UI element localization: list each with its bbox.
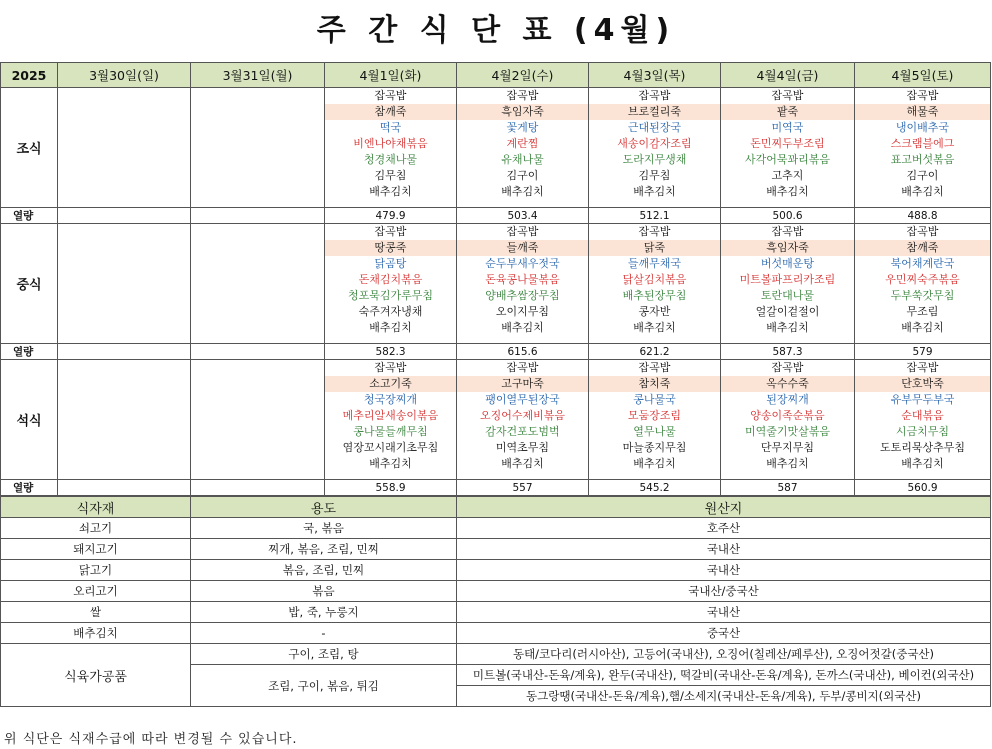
menu-cell (589, 224, 721, 344)
dish-item: 들깨무채국 (627, 257, 682, 270)
dish-item: 잡곡밥 (771, 89, 804, 102)
dish-item: 도라지무생채 (622, 153, 687, 166)
day-header: 4월5일(토) (855, 63, 991, 88)
dish-item: 모둠장조림 (627, 409, 682, 422)
dish-item: 배추김치 (369, 457, 412, 470)
calorie-value: 479.9 (325, 208, 457, 224)
use-header: 용도 (191, 497, 457, 518)
dish-item: 콩나물국 (633, 393, 676, 406)
menu-cell (191, 360, 325, 480)
dish-item: 두부쑥갓무침 (890, 289, 955, 302)
menu-cell (855, 224, 991, 344)
day-header: 3월30일(일) (58, 63, 191, 88)
dish-item: 닭죽 (589, 240, 720, 256)
dish-item: 계란찜 (506, 137, 539, 150)
dish-item: 순두부새우젓국 (485, 257, 560, 270)
dish-item: 잡곡밥 (906, 225, 939, 238)
dish-item: 배추김치 (766, 457, 809, 470)
dish-item: 버섯매운탕 (760, 257, 815, 270)
dish-item: 브로컬리죽 (589, 104, 720, 120)
dish-item: 배추김치 (501, 321, 544, 334)
calorie-value (191, 208, 325, 224)
menu-cell (325, 88, 457, 208)
calorie-value (191, 480, 325, 496)
dish-item: 근대된장국 (627, 121, 682, 134)
processed-use: 구이, 조림, 탕 (191, 644, 457, 665)
menu-cell (325, 360, 457, 480)
calorie-row (1, 208, 991, 224)
calorie-label: 열량 (1, 480, 58, 496)
menu-cell (457, 224, 589, 344)
meal-row (1, 224, 991, 344)
ingredient-name: 배추김치 (1, 623, 191, 644)
processed-origin: 미트볼(국내산-돈육/계육), 완두(국내산), 떡갈비(국내산-돈육/계육), 돈까스(국내산), 베이컨(외국산) (457, 665, 991, 686)
year-cell: 2025 (1, 63, 58, 88)
dish-item: 참깨죽 (325, 104, 456, 120)
day-header: 4월4일(금) (721, 63, 855, 88)
dish-item: 땅콩죽 (325, 240, 456, 256)
dish-item: 잡곡밥 (771, 361, 804, 374)
dish-item: 배추김치 (633, 457, 676, 470)
dish-item: 양송이족순볶음 (750, 409, 825, 422)
dish-item: 흑임자죽 (721, 240, 854, 256)
dish-item: 잡곡밥 (638, 225, 671, 238)
dish-item: 잡곡밥 (374, 225, 407, 238)
dish-item: 새송이감자조림 (617, 137, 692, 150)
ingredient-origin: 국내산 (457, 602, 991, 623)
menu-cell (58, 88, 191, 208)
ingredient-origin: 국내산 (457, 539, 991, 560)
menu-cell (589, 88, 721, 208)
menu-cell (721, 224, 855, 344)
calorie-value: 587.3 (721, 344, 855, 360)
dish-item: 오이지무침 (495, 305, 550, 318)
calorie-value: 500.6 (721, 208, 855, 224)
ingredient-origin: 호주산 (457, 518, 991, 539)
ingredient-use: 볶음, 조림, 민찌 (191, 560, 457, 581)
ingredient-row (1, 560, 991, 581)
meal-row (1, 360, 991, 480)
dish-item: 팥죽 (721, 104, 854, 120)
dish-item: 배추김치 (901, 185, 944, 198)
calorie-value: 545.2 (589, 480, 721, 496)
dish-item: 시금치무침 (895, 425, 950, 438)
calorie-value (58, 208, 191, 224)
dish-item: 콩자반 (638, 305, 671, 318)
calorie-value (191, 344, 325, 360)
calorie-value (58, 480, 191, 496)
calorie-value: 582.3 (325, 344, 457, 360)
ingredient-origin: 중국산 (457, 623, 991, 644)
ingredient-row (1, 581, 991, 602)
calorie-value: 512.1 (589, 208, 721, 224)
calorie-value: 503.4 (457, 208, 589, 224)
ingredient-name: 돼지고기 (1, 539, 191, 560)
day-header-row (1, 63, 991, 88)
dish-item: 청포묵김가루무침 (347, 289, 433, 302)
footer-note: 위 식단은 식재수급에 따라 변경될 수 있습니다. (4, 732, 298, 747)
menu-cell (457, 360, 589, 480)
dish-item: 돈채김치볶음 (358, 273, 423, 286)
dish-item: 김구이 (906, 169, 939, 182)
weekly-menu-table (0, 62, 991, 496)
dish-item: 고추지 (771, 169, 804, 182)
dish-item: 배추김치 (633, 185, 676, 198)
ingredient-row (1, 518, 991, 539)
menu-cell (58, 360, 191, 480)
dish-item: 미역초무침 (495, 441, 550, 454)
dish-item: 잡곡밥 (771, 225, 804, 238)
dish-item: 참깨죽 (855, 240, 990, 256)
dish-item: 배추김치 (766, 321, 809, 334)
menu-cell (58, 224, 191, 344)
meal-label: 석식 (1, 360, 58, 480)
processed-use: 조림, 구이, 볶음, 튀김 (191, 665, 457, 707)
calorie-value: 560.9 (855, 480, 991, 496)
ingredient-name: 닭고기 (1, 560, 191, 581)
calorie-value: 579 (855, 344, 991, 360)
dish-item: 돈육콩나물볶음 (485, 273, 560, 286)
menu-cell (457, 88, 589, 208)
processed-row (1, 644, 991, 665)
dish-item: 유부무두부국 (890, 393, 955, 406)
ingredient-use: 찌개, 볶음, 조림, 민찌 (191, 539, 457, 560)
dish-item: 양배추쌈장무침 (485, 289, 560, 302)
ingredient-origin: 국내산/중국산 (457, 581, 991, 602)
dish-item: 된장찌개 (766, 393, 809, 406)
dish-item: 잡곡밥 (906, 361, 939, 374)
ingredient-use: - (191, 623, 457, 644)
dish-item: 미역국 (771, 121, 804, 134)
dish-item: 마늘종지무침 (622, 441, 687, 454)
dish-item: 김무침 (374, 169, 407, 182)
dish-item: 닭곰탕 (374, 257, 407, 270)
ingredient-header-row (1, 497, 991, 518)
dish-item: 단호박죽 (855, 376, 990, 392)
dish-item: 미역줄기맛살볶음 (744, 425, 830, 438)
calorie-row (1, 344, 991, 360)
dish-item: 닭살김치볶음 (622, 273, 687, 286)
meal-label: 중식 (1, 224, 58, 344)
dish-item: 표고버섯볶음 (890, 153, 955, 166)
dish-item: 잡곡밥 (374, 361, 407, 374)
dish-item: 북어채계란국 (890, 257, 955, 270)
meal-row (1, 88, 991, 208)
dish-item: 콩나물들깨무침 (353, 425, 428, 438)
processed-origin: 동그랑땡(국내산-돈육/계육),햄/소세지(국내산-돈육/계육), 두부/콩비지(외국산) (457, 686, 991, 707)
day-header: 4월3일(목) (589, 63, 721, 88)
ingredient-row (1, 602, 991, 623)
dish-item: 비엔나야채볶음 (353, 137, 428, 150)
dish-item: 감자건포도범벅 (485, 425, 560, 438)
dish-item: 김구이 (506, 169, 539, 182)
dish-item: 참치죽 (589, 376, 720, 392)
dish-item: 도토리묵상추무침 (879, 441, 965, 454)
page-title: 주 간 식 단 표 (4월) (316, 13, 676, 48)
dish-item: 떡국 (379, 121, 402, 134)
day-header: 4월1일(화) (325, 63, 457, 88)
ingredient-row (1, 539, 991, 560)
menu-cell (855, 88, 991, 208)
day-header: 3월31일(월) (191, 63, 325, 88)
menu-cell (721, 360, 855, 480)
ingredient-row (1, 623, 991, 644)
processed-origin: 동태/코다리(러시아산), 고등어(국내산), 오징어(칠레산/페루산), 오징어젓갈(중국산) (457, 644, 991, 665)
dish-item: 염장꼬시래기초무침 (342, 441, 439, 454)
dish-item: 미트볼파프리카조림 (739, 273, 836, 286)
dish-item: 청국장찌개 (363, 393, 418, 406)
ingredient-header: 식자재 (1, 497, 191, 518)
menu-cell (191, 224, 325, 344)
dish-item: 팽이열무된장국 (485, 393, 560, 406)
dish-item: 잡곡밥 (506, 361, 539, 374)
dish-item: 열무나물 (633, 425, 676, 438)
dish-item: 스크램블에그 (890, 137, 955, 150)
calorie-value: 558.9 (325, 480, 457, 496)
dish-item: 꽃게탕 (506, 121, 539, 134)
dish-item: 냉이배추국 (895, 121, 950, 134)
processed-name: 식육가공품 (1, 644, 191, 707)
dish-item: 고구마죽 (457, 376, 588, 392)
dish-item: 잡곡밥 (506, 225, 539, 238)
menu-cell (855, 360, 991, 480)
dish-item: 잡곡밥 (638, 361, 671, 374)
dish-item: 유채나물 (501, 153, 544, 166)
dish-item: 해물죽 (855, 104, 990, 120)
dish-item: 토란대나물 (760, 289, 815, 302)
dish-item: 우민찌숙주볶음 (885, 273, 960, 286)
dish-item: 배추김치 (501, 185, 544, 198)
dish-item: 배추김치 (901, 457, 944, 470)
dish-item: 배추김치 (766, 185, 809, 198)
ingredient-name: 쌀 (1, 602, 191, 623)
ingredient-name: 쇠고기 (1, 518, 191, 539)
day-header: 4월2일(수) (457, 63, 589, 88)
dish-item: 잡곡밥 (906, 89, 939, 102)
dish-item: 배추김치 (501, 457, 544, 470)
ingredient-use: 볶음 (191, 581, 457, 602)
calorie-label: 열량 (1, 344, 58, 360)
menu-cell (325, 224, 457, 344)
dish-item: 무조림 (906, 305, 939, 318)
ingredient-use: 밥, 죽, 누룽지 (191, 602, 457, 623)
calorie-value (58, 344, 191, 360)
ingredient-origin: 국내산 (457, 560, 991, 581)
dish-item: 배추김치 (633, 321, 676, 334)
dish-item: 청경채나물 (363, 153, 418, 166)
dish-item: 들깨죽 (457, 240, 588, 256)
ingredient-origin-table (0, 496, 991, 707)
dish-item: 숙주겨자냉채 (358, 305, 423, 318)
dish-item: 오징어수제비볶음 (479, 409, 565, 422)
dish-item: 잡곡밥 (638, 89, 671, 102)
menu-cell (191, 88, 325, 208)
dish-item: 배추김치 (901, 321, 944, 334)
dish-item: 흑임자죽 (457, 104, 588, 120)
menu-cell (721, 88, 855, 208)
calorie-row (1, 480, 991, 496)
dish-item: 배추김치 (369, 321, 412, 334)
dish-item: 배추김치 (369, 185, 412, 198)
dish-item: 얼갈이겉절이 (755, 305, 820, 318)
dish-item: 옥수수죽 (721, 376, 854, 392)
dish-item: 단무지무침 (760, 441, 815, 454)
ingredient-use: 국, 볶음 (191, 518, 457, 539)
dish-item: 순대볶음 (901, 409, 944, 422)
meal-label: 조식 (1, 88, 58, 208)
dish-item: 돈민찌두부조림 (750, 137, 825, 150)
dish-item: 메추리알새송이볶음 (342, 409, 439, 422)
calorie-value: 615.6 (457, 344, 589, 360)
calorie-value: 488.8 (855, 208, 991, 224)
dish-item: 김무침 (638, 169, 671, 182)
dish-item: 소고기죽 (325, 376, 456, 392)
menu-cell (589, 360, 721, 480)
dish-item: 배추된장무침 (622, 289, 687, 302)
calorie-value: 557 (457, 480, 589, 496)
ingredient-name: 오리고기 (1, 581, 191, 602)
origin-header: 원산지 (457, 497, 991, 518)
calorie-label: 열량 (1, 208, 58, 224)
dish-item: 사각어묵꽈리볶음 (744, 153, 830, 166)
calorie-value: 587 (721, 480, 855, 496)
dish-item: 잡곡밥 (374, 89, 407, 102)
dish-item: 잡곡밥 (506, 89, 539, 102)
calorie-value: 621.2 (589, 344, 721, 360)
